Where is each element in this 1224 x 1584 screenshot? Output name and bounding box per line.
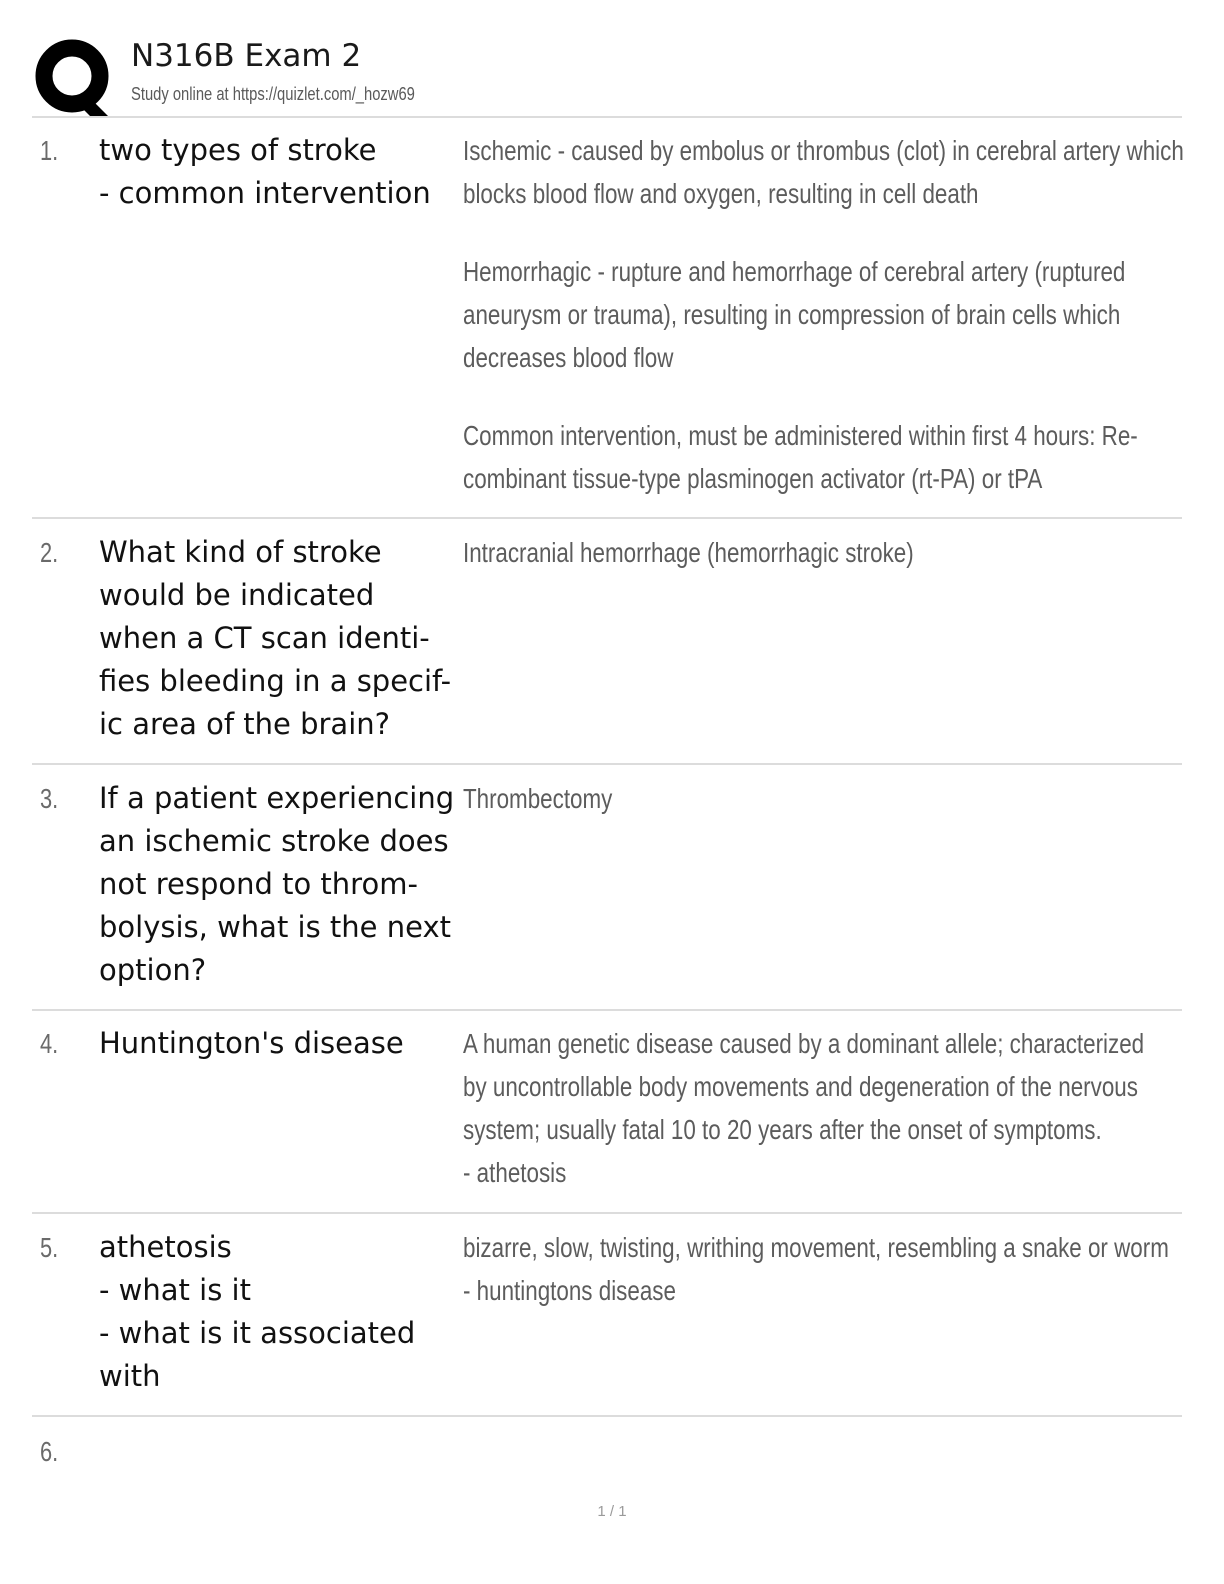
term-line: Huntington's disease: [99, 1026, 404, 1060]
term-line: would be indicated: [99, 578, 375, 612]
card-number: 2.: [40, 537, 59, 568]
term-line: - common intervention: [99, 176, 431, 210]
definition-line: Intracranial hemorrhage (hemorrhagic stroke): [463, 537, 914, 568]
divider: [32, 1009, 1182, 1011]
definition-line: by uncontrollable body movements and degeneration of the nervous: [463, 1071, 1138, 1102]
definition-line: bizarre, slow, twisting, writhing movement, resembling a snake or worm: [463, 1232, 1169, 1263]
card-number: 1.: [40, 135, 59, 166]
paragraph-gap: [463, 215, 1151, 250]
term-line: two types of stroke: [99, 133, 377, 167]
card-number: 6.: [40, 1436, 59, 1467]
term-line: If a patient experiencing: [99, 781, 455, 815]
card-number: 3.: [40, 783, 59, 814]
card-number: 5.: [40, 1232, 59, 1263]
term-line: bolysis, what is the next: [99, 910, 451, 944]
card-definition: [463, 129, 1184, 500]
term-line: not respond to throm-: [99, 867, 418, 901]
definition-line: Ischemic - caused by embolus or thrombus (clot) in cerebral artery which: [463, 135, 1184, 166]
card-term: [99, 777, 461, 992]
page-indicator: 1 / 1: [597, 1503, 627, 1520]
divider: [32, 1415, 1182, 1417]
definition-line: - huntingtons disease: [463, 1275, 676, 1306]
card-definition: [463, 777, 1151, 820]
definition-line: system; usually fatal 10 to 20 years after the onset of symptoms.: [463, 1114, 1102, 1145]
card-definition: [463, 1226, 1169, 1312]
document-title: N316B Exam 2: [131, 38, 362, 74]
definition-line: decreases blood flow: [463, 342, 674, 373]
divider: [32, 1212, 1182, 1214]
term-line: athetosis: [99, 1230, 232, 1264]
term-line: option?: [99, 953, 207, 987]
card-term: [99, 1226, 461, 1398]
term-line: when a CT scan identi-: [99, 621, 430, 655]
card-definition: [463, 1022, 1151, 1194]
card-term: [99, 1022, 461, 1065]
card-definition: [463, 531, 1151, 574]
study-link[interactable]: Study online at https://quizlet.com/_hozw69: [131, 84, 415, 104]
term-line: with: [99, 1359, 161, 1393]
definition-line: Thrombectomy: [463, 783, 613, 814]
definition-line: aneurysm or trauma), resulting in compression of brain cells which: [463, 299, 1121, 330]
definition-line: combinant tissue-type plasminogen activator (rt-PA) or tPA: [463, 463, 1043, 494]
term-line: fies bleeding in a specif-: [99, 664, 452, 698]
term-line: ic area of the brain?: [99, 707, 391, 741]
divider: [32, 517, 1182, 519]
term-line: - what is it: [99, 1273, 251, 1307]
term-line: - what is it associated: [99, 1316, 416, 1350]
definition-line: - athetosis: [463, 1157, 567, 1188]
card-term: [99, 531, 461, 746]
definition-line: blocks blood flow and oxygen, resulting in cell death: [463, 178, 979, 209]
card-term: [99, 129, 461, 215]
paragraph-gap: [463, 379, 1151, 414]
quizlet-logo-icon: [32, 36, 116, 120]
definition-line: A human genetic disease caused by a dominant allele; characterized: [463, 1028, 1145, 1059]
divider: [32, 763, 1182, 765]
divider: [32, 116, 1182, 118]
definition-line: Hemorrhagic - rupture and hemorrhage of cerebral artery (ruptured: [463, 256, 1126, 287]
definition-line: Common intervention, must be administered within first 4 hours: Re-: [463, 420, 1138, 451]
term-line: What kind of stroke: [99, 535, 382, 569]
term-line: an ischemic stroke does: [99, 824, 449, 858]
document-header: [32, 30, 1182, 116]
card-number: 4.: [40, 1028, 59, 1059]
